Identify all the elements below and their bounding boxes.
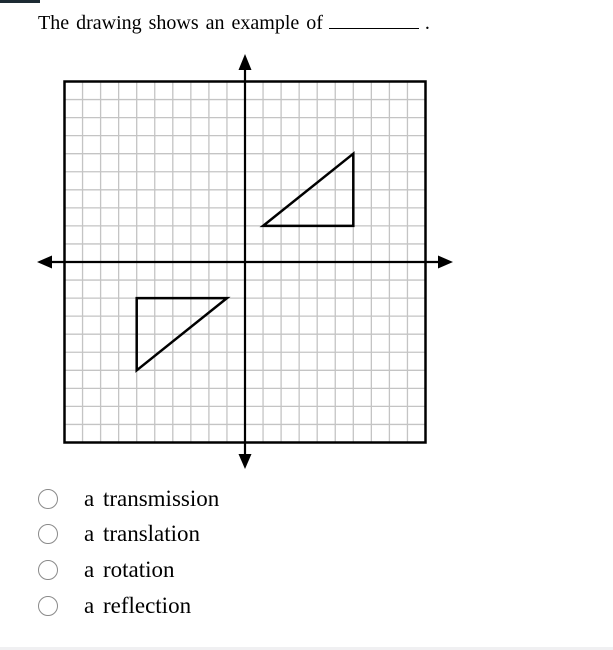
option-transmission[interactable] xyxy=(38,484,220,514)
option-reflection[interactable] xyxy=(38,591,192,621)
radio-button[interactable] xyxy=(38,596,58,616)
option-label: a translation xyxy=(84,521,201,546)
option-label: a transmission xyxy=(84,486,220,511)
option-label: a reflection xyxy=(84,593,192,618)
option-label: a rotation xyxy=(84,557,175,582)
question-terminator: . xyxy=(424,12,430,34)
option-translation[interactable] xyxy=(38,519,201,549)
option-rotation[interactable] xyxy=(38,555,175,585)
radio-button[interactable] xyxy=(38,489,58,509)
radio-button[interactable] xyxy=(38,524,58,544)
radio-button[interactable] xyxy=(38,560,58,580)
question-text: The drawing shows an example of xyxy=(38,12,323,34)
